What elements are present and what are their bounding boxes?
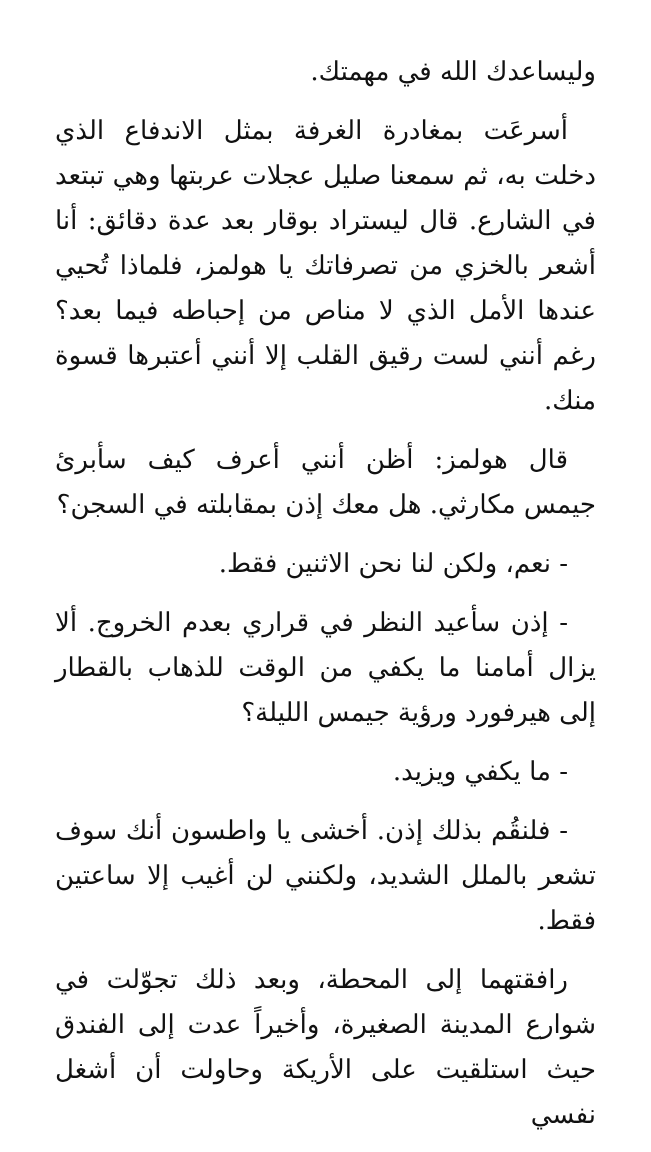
paragraph-6: - ما يكفي ويزيد. bbox=[392, 757, 568, 787]
paragraph-1: وليساعدك الله في مهمتك. bbox=[310, 57, 596, 87]
paragraph-2: أسرعَت بمغادرة الغرفة بمثل الاندفاع الذي دخلت به، ثم سمعنا صليل عجلات عربتها وهي تبتعد في الشارع. قال ليستراد بوقار بعد عدة دقائق: أنا أشعر بالخزي من تصرفاتك يا هولمز، فلماذا تُحيي عندها الأمل الذي لا مناص من إحباطه فيما بعد؟ رغم أنني لست رقيق القلب إلا أنني أعتبرها قسوة منك. bbox=[55, 116, 596, 416]
paragraph-3: قال هولمز: أظن أنني أعرف كيف سأبرئ جيمس مكارثي. هل معك إذن بمقابلته في السجن؟ bbox=[55, 445, 596, 520]
paragraph-5: - إذن سأعيد النظر في قراري بعدم الخروج. ألا يزال أمامنا ما يكفي من الوقت للذهاب بالقطار إلى هيرفورد ورؤية جيمس الليلة؟ bbox=[55, 608, 596, 728]
paragraph-7: - فلنقُم بذلك إذن. أخشى يا واطسون أنك سوف تشعر بالملل الشديد، ولكنني لن أغيب إلا ساعتين فقط. bbox=[55, 816, 596, 936]
book-page bbox=[55, 50, 596, 1152]
paragraph-8: رافقتهما إلى المحطة، وبعد ذلك تجوّلت في شوارع المدينة الصغيرة، وأخيراً عدت إلى الفندق حيث استلقيت على الأريكة وحاولت أن أشغل نفسي bbox=[55, 965, 596, 1130]
paragraph-4: - نعم، ولكن لنا نحن الاثنين فقط. bbox=[218, 549, 568, 579]
